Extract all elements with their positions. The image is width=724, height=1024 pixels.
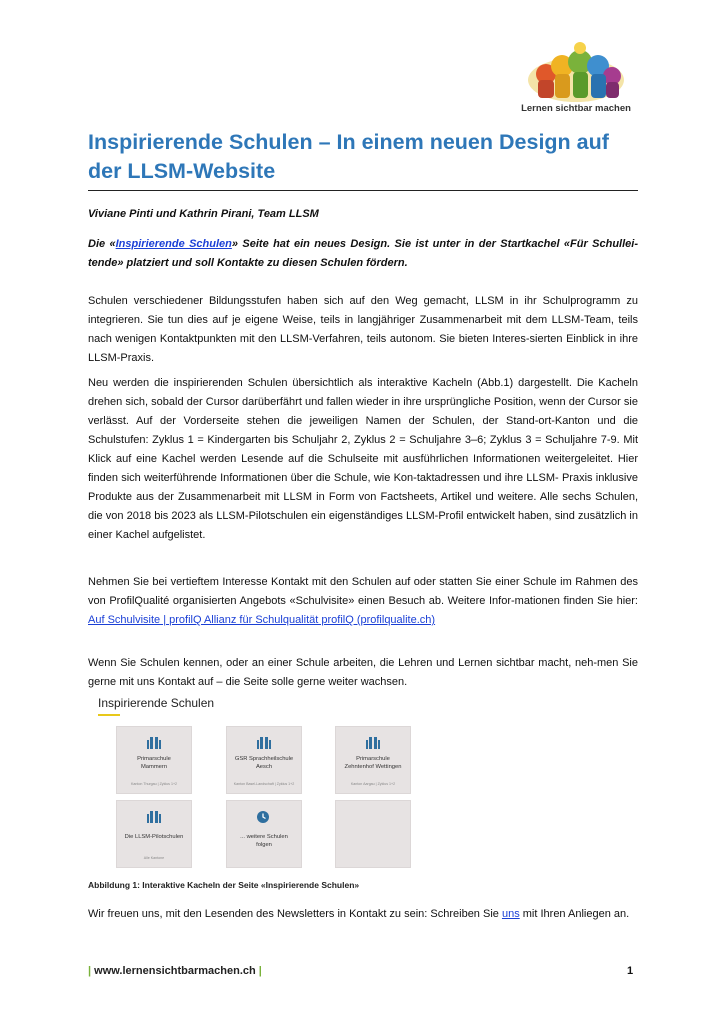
page-title: Inspirierende Schulen – In einem neuen Design auf der LLSM-Website xyxy=(88,130,609,183)
paragraph-5-pre: Wir freuen uns, mit den Lesenden des Newsletters in Kontakt zu sein: Schreiben Sie xyxy=(88,908,502,920)
llsm-logo xyxy=(516,40,636,120)
tile-subtitle: Kanton Aargau | Zyklus 1+2 xyxy=(350,782,396,786)
intro-paragraph xyxy=(88,235,638,273)
logo-text: Lernen sichtbar machen xyxy=(521,103,631,114)
tile-wettingen[interactable] xyxy=(335,726,411,794)
figure-tiles-screenshot xyxy=(96,696,422,872)
paragraph-4: Wenn Sie Schulen kennen, oder an einer Schule arbeiten, die Lehren und Lernen sichtbar macht, neh-men Sie gerne mit uns Kontakt auf – die Seite solle gerne weiter wachsen. xyxy=(88,657,638,688)
paragraph-2: Neu werden die inspirierenden Schulen übersichtlich als interaktive Kacheln (Abb.1) dargestellt. Die Kacheln drehen sich, sobald der Cursor darüberfährt und fallen wieder in ihre ursprüngliche Position, wenn der Cursor sie verlässt. Auf der Vorderseite stehen die jeweiligen Namen der Schulen, der Stand-ort-Kanton und die Schulstufen: Zyklus 1 = Kindergarten bis Schuljahr 2, Zyklus 2 = Schuljahre 3–6; Zyklus 3 = Schuljahre 7-9. Mit Klick auf eine Kachel werden Lesende auf die Schulseite mit ausführlichen Informationen weitergeleitet. Hier finden sich weiterführende Informationen über die Schule, wie Kon-taktadressen und ihre LLSM- Praxis inklusive Produkte aus der Zusammenarbeit mit LLSM in Form von Factsheets, Artikel und weitere. Alle sechs Schulen, die von 2018 bis 2023 als LLSM-Pilotschulen ein eigenständiges LLSM-Profil entwickelt haben, sind zusätzlich in einer Kachel aufgelistet. xyxy=(88,377,638,541)
school-icon xyxy=(147,811,161,823)
paragraph-1: Schulen verschiedener Bildungsstufen haben sich auf den Weg gemacht, LLSM in ihr Schulprogramm zu integrieren. Sie tun dies auf je eigene Weise, teils in langjähriger Zusammenarbeit mit dem LLSM-Team, teils nach wenigen Kontaktpunkten mit den LLSM-Verfahren, teils autonom. Sie bieten Interes-sierten Einblick in ihre LLSM-Praxis. xyxy=(88,295,638,364)
intro-post: » Seite hat ein neues Design. Sie ist unter in der Startkachel «Für Schullei-tende» platziert und soll Kontakte zu diesen Schulen fördern. xyxy=(88,238,639,269)
tile-name: Primarschule Mammern xyxy=(137,756,171,770)
footer-bar-left: | xyxy=(88,965,92,977)
tile-subtitle: Kanton Basel-Landschaft | Zyklus 1+2 xyxy=(233,782,295,786)
footer-url[interactable]: www.lernensichtbarmachen.ch xyxy=(94,965,256,977)
page-number: 1 xyxy=(627,965,634,977)
school-icon xyxy=(257,737,271,749)
footer xyxy=(88,965,262,977)
tile-weitere-schulen[interactable] xyxy=(226,800,302,868)
authors-line: Viviane Pinti und Kathrin Pirani, Team LLSM xyxy=(88,208,319,220)
logo-figures-icon xyxy=(522,40,630,106)
paragraph-5 xyxy=(88,905,638,924)
intro-pre: Die « xyxy=(88,238,116,250)
tile-pilotschulen[interactable] xyxy=(116,800,192,868)
tile-aesch[interactable] xyxy=(226,726,302,794)
school-icon xyxy=(147,737,161,749)
contact-us-link[interactable]: uns xyxy=(501,908,520,920)
tile-name: Die LLSM-Pilotschulen xyxy=(124,834,184,840)
paragraph-3 xyxy=(88,573,638,630)
title-divider xyxy=(88,190,638,191)
paragraph-5-post: mit Ihren Anliegen an. xyxy=(519,908,630,920)
figure-title: Inspirierende Schulen xyxy=(98,696,215,710)
paragraph-3-text: Nehmen Sie bei vertieftem Interesse Kontakt mit den Schulen auf oder statten Sie einer Schule im Rahmen des von ProfilQualité organisierten Angebots «Schulvisite» einen Besuch ab. Weitere Infor-mationen finden Sie hier: xyxy=(88,576,638,607)
figure-caption: Abbildung 1: Interaktive Kacheln der Seite «Inspirierende Schulen» xyxy=(88,880,360,890)
schulvisite-link[interactable]: Auf Schulvisite | profilQ Allianz für Schulqualität profilQ (profilqualite.ch) xyxy=(88,614,436,626)
tile-subtitle: Alle Kantone xyxy=(143,856,165,860)
clock-icon xyxy=(257,811,269,823)
school-icon xyxy=(366,737,380,749)
tile-name: GSR Sprachheilschule Aesch xyxy=(234,756,294,770)
tile-name: ... weitere Schulen folgen xyxy=(240,834,288,848)
tile-name: Primarschule Zehntenhof Wettingen xyxy=(344,756,402,770)
footer-bar-right: | xyxy=(258,965,262,977)
inspirierende-schulen-link[interactable]: Inspirierende Schulen xyxy=(115,238,232,250)
figure-accent-line xyxy=(98,714,120,716)
tile-empty xyxy=(335,800,411,868)
tile-mammern[interactable] xyxy=(116,726,192,794)
tile-subtitle: Kanton Thurgau | Zyklus 1+2 xyxy=(130,782,178,786)
